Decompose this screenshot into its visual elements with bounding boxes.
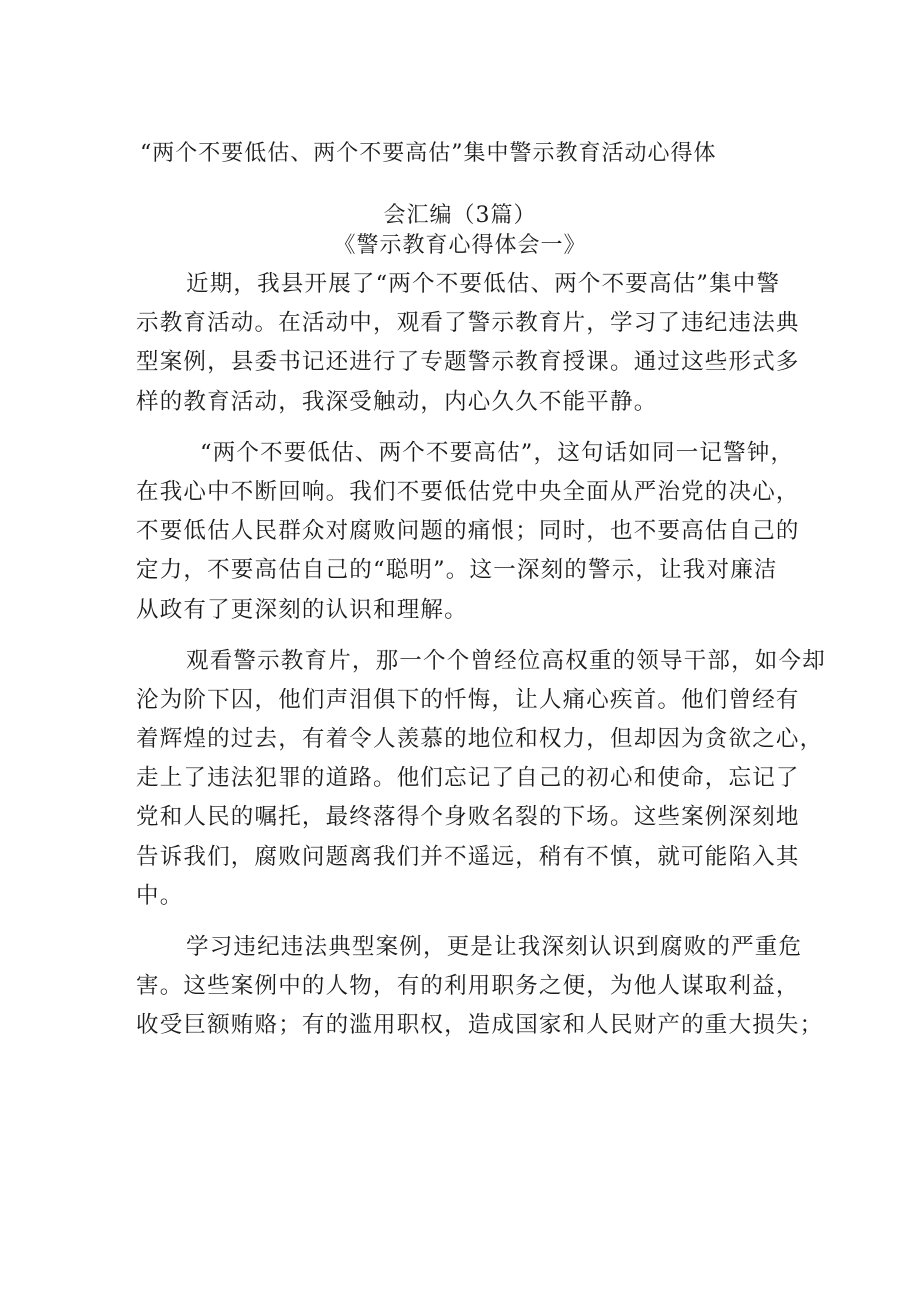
paragraph-line: 观看警示教育片，那一个个曾经位高权重的领导干部，如今却 xyxy=(186,647,826,674)
paragraph-line: 近期，我县开展了“两个不要低估、两个不要高估”集中警 xyxy=(186,271,781,297)
section-subtitle: 《警示教育心得体会一》 xyxy=(333,233,587,258)
paragraph-line: 定力，不要高估自己的“聪明”。这一深刻的警示，让我对廉洁 xyxy=(136,557,778,584)
paragraph-line: 学习违纪违法典型案例，更是让我深刻认识到腐败的严重危 xyxy=(186,934,803,960)
paragraph-1 xyxy=(136,265,800,422)
paragraph-line: 示教育活动。在活动中，观看了警示教育片，学习了违纪违法典 xyxy=(136,310,800,337)
paragraph-line: 从政有了更深刻的认识和理解。 xyxy=(136,596,468,623)
paragraph-line: 不要低估人民群众对腐败问题的痛恨；同时，也不要高估自己的 xyxy=(136,518,800,545)
paragraph-line: 着辉煌的过去，有着令人羡慕的地位和权力，但却因为贪欲之心， xyxy=(136,726,824,753)
paragraph-3 xyxy=(136,642,826,916)
paragraph-line: 在我心中不断回响。我们不要低估党中央全面从严治党的决心， xyxy=(136,478,800,505)
document-title-line1: “两个不要低估、两个不要高估”集中警示教育活动心得体 xyxy=(140,141,717,166)
paragraph-line: 型案例，县委书记还进行了专题警示教育授课。通过这些形式多 xyxy=(136,349,800,376)
paragraph-line: 害。这些案例中的人物，有的利用职务之便，为他人谋取利益， xyxy=(136,973,800,1000)
document-title-line2: 会汇编（3篇） xyxy=(383,203,537,228)
paragraph-line: 收受巨额贿赂；有的滥用职权，造成国家和人民财产的重大损失； xyxy=(136,1012,824,1039)
paragraph-line: 党和人民的嘱托，最终落得个身败名裂的下场。这些案例深刻地 xyxy=(136,804,800,831)
paragraph-line: 告诉我们，腐败问题离我们并不遥远，稍有不慎，就可能陷入其 xyxy=(136,843,800,870)
paragraph-line: “两个不要低估、两个不要高估”，这句话如同一记警钟， xyxy=(200,439,795,466)
paragraph-2 xyxy=(136,434,800,630)
document-body xyxy=(136,265,826,1058)
paragraph-line: 走上了违法犯罪的道路。他们忘记了自己的初心和使命，忘记了 xyxy=(136,765,800,792)
paragraph-line: 中。 xyxy=(136,882,184,909)
paragraph-4 xyxy=(136,928,824,1046)
paragraph-line: 沦为阶下囚，他们声泪俱下的忏悔，让人痛心疾首。他们曾经有 xyxy=(136,686,800,713)
paragraph-line: 样的教育活动，我深受触动，内心久久不能平静。 xyxy=(136,388,658,415)
